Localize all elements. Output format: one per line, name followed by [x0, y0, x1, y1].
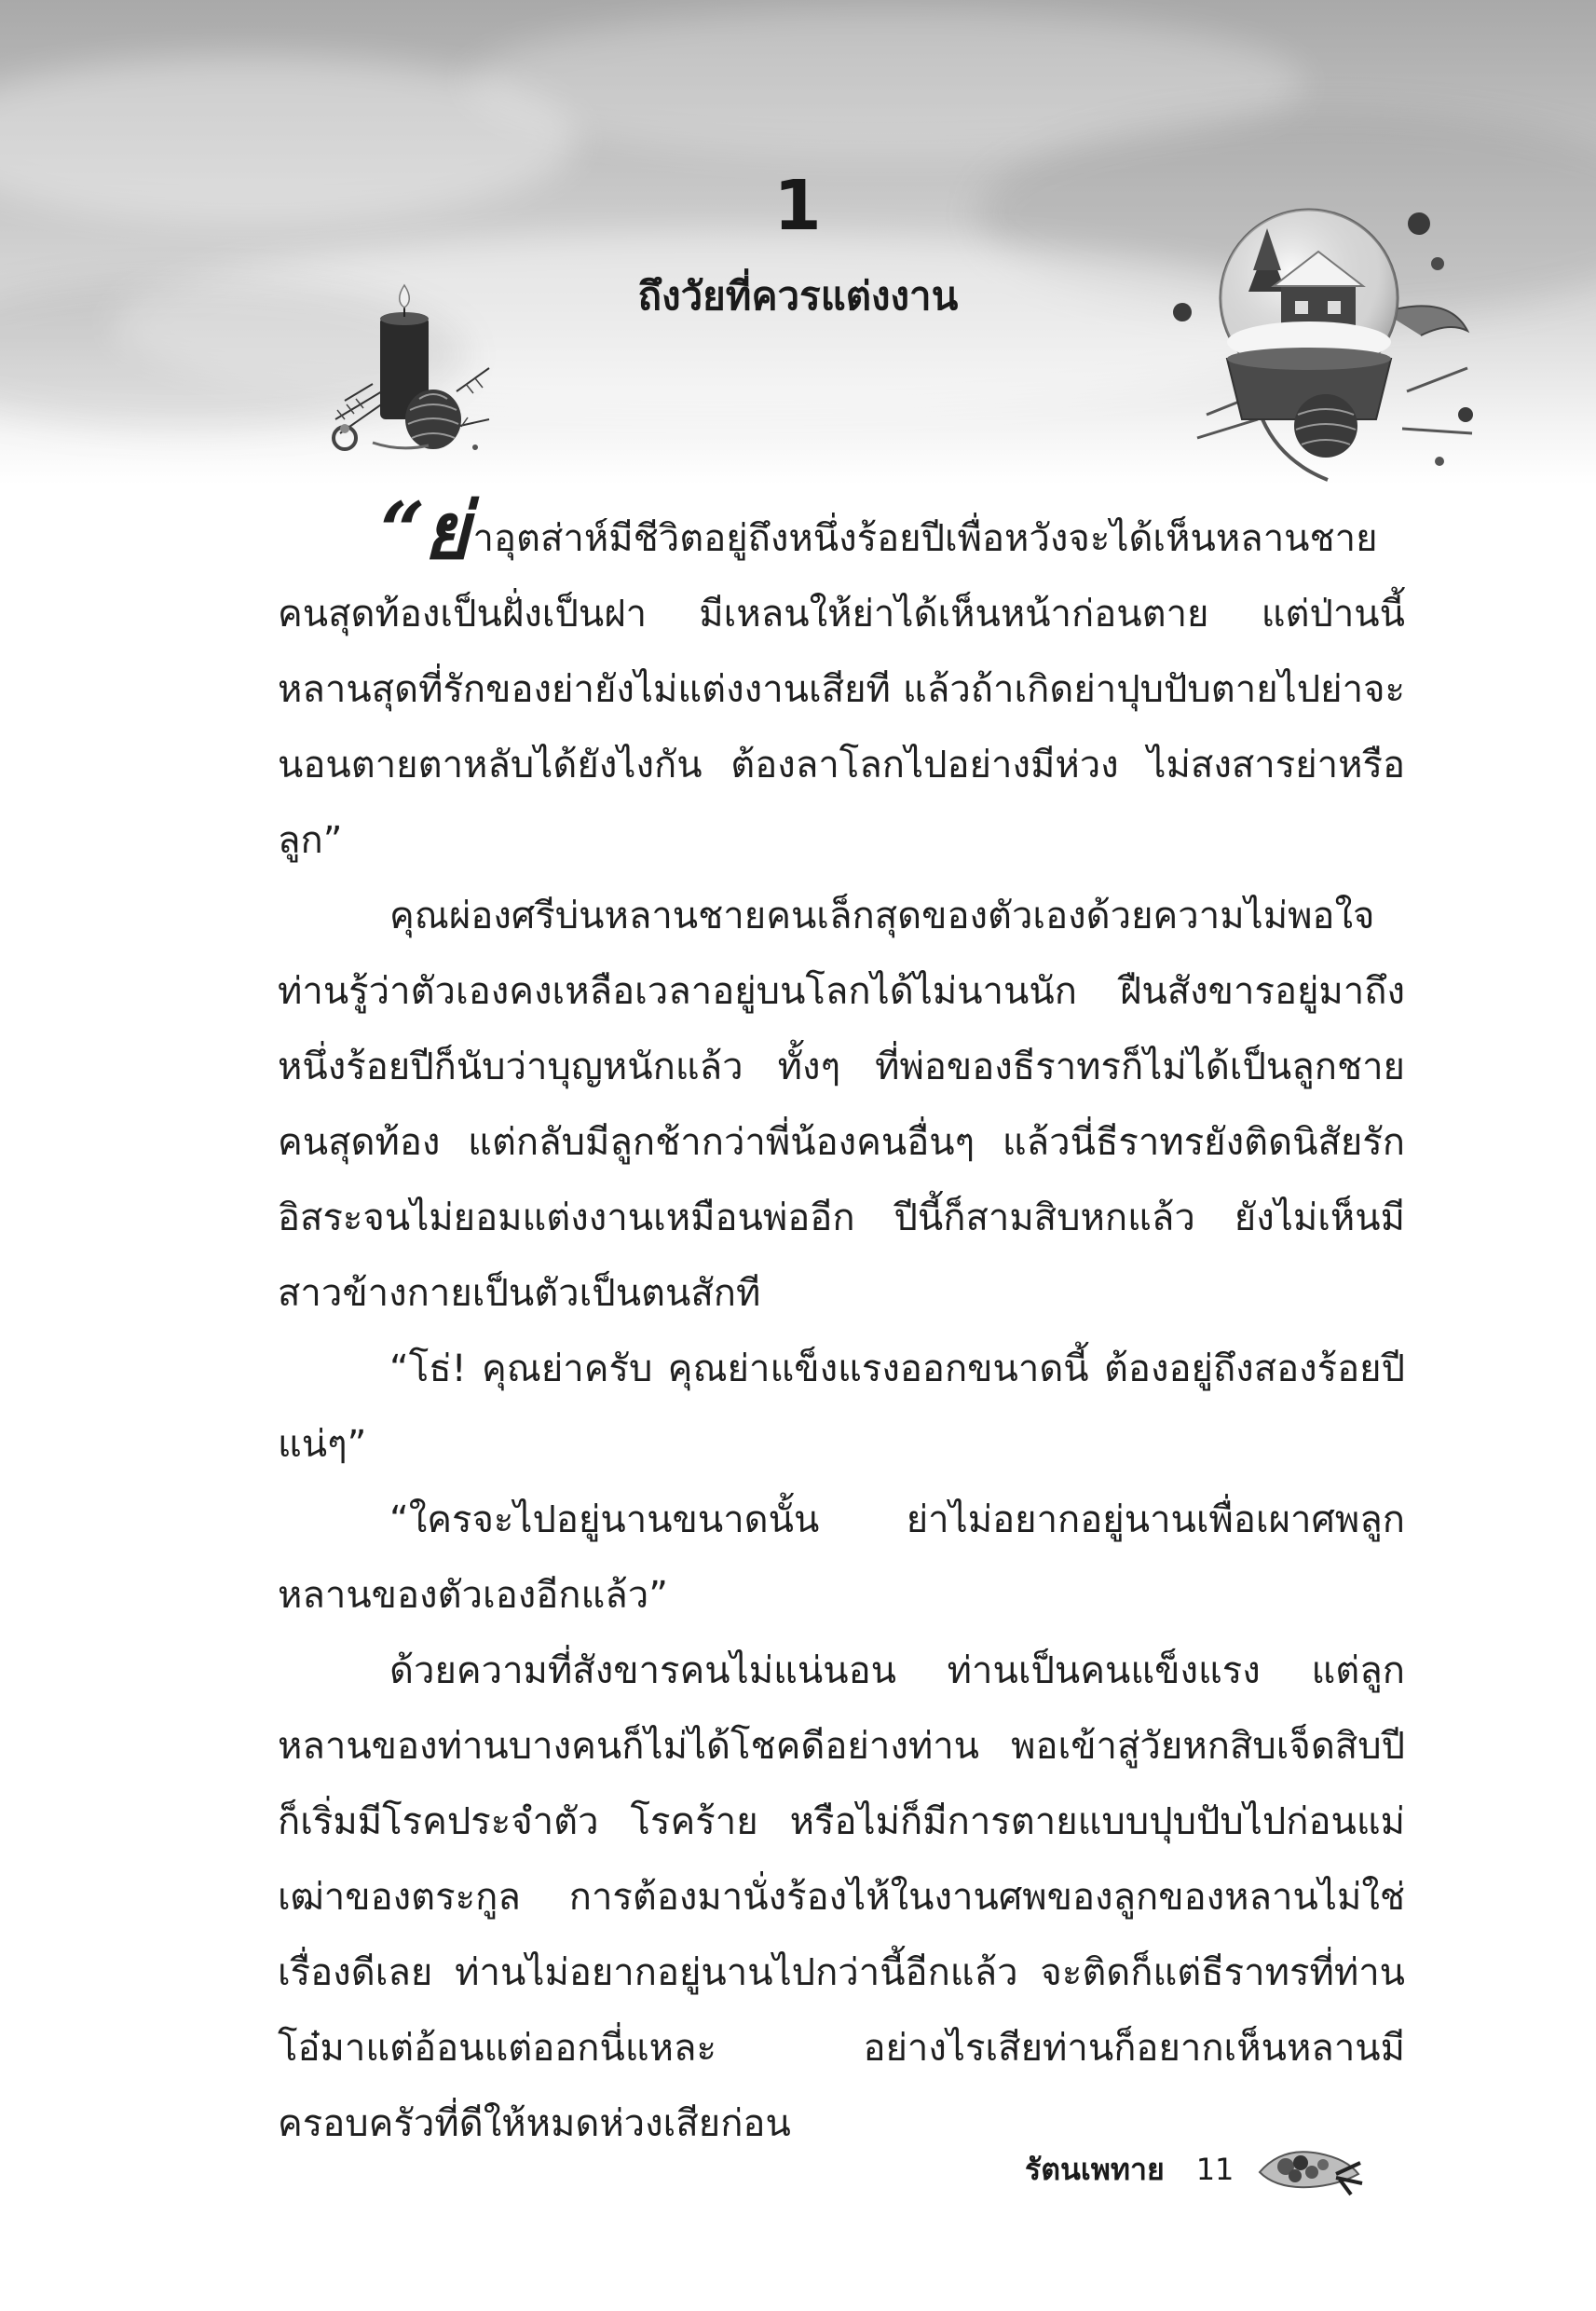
paragraph-2: คุณผ่องศรีบ่นหลานชายคนเล็กสุดของตัวเองด้วยความไม่พอใจ ท่านรู้ว่าตัวเองคงเหลือเวลาอยู่บนโลกได้ไม่นานนัก ฝืนสังขารอยู่มาถึงหนึ่งร้อยปีก็นับว่าบุญหนักแล้ว ทั้งๆ ที่พ่อของธีราทรก็ไม่ได้เป็นลูกชายคนสุดท้อง แต่กลับมีลูกช้ากว่าพี่น้องคนอื่นๆ แล้วนี่ธีราทรยังติดนิสัยรักอิสระจนไม่ยอมแต่งงานเหมือนพ่ออีก ปีนี้ก็สามสิบหกแล้ว ยังไม่เห็นมีสาวข้างกายเป็นตัวเป็นตนสักที: [278, 895, 1405, 1315]
page-number: 11: [1195, 2152, 1235, 2187]
chapter-title: ถึงวัยที่ควรแต่งงาน: [637, 273, 959, 319]
paragraph-1-text: าอุตส่าห์มีชีวิตอยู่ถึงหนึ่งร้อยปีเพื่อหวังจะได้เห็นหลานชายคนสุดท้องเป็นฝั่งเป็นฝา มีเหลนให้ย่าได้เห็นหน้าก่อนตาย แต่ป่านนี้หลานสุดที่รักของย่ายังไม่แต่งงานเสียที แล้วถ้าเกิดย่าปุบปับตายไปย่าจะนอนตายตาหลับได้ยังไงกัน ต้องลาโลกไปอย่างมีห่วง ไม่สงสารย่าหรือลูก”: [278, 517, 1405, 862]
chapter-number: 1: [773, 166, 823, 246]
flower-bouquet-icon: [1254, 2137, 1366, 2202]
footer-author: รัตนเพทาย: [1025, 2151, 1165, 2187]
paragraph-1: [278, 485, 1405, 879]
chapter-body: [278, 485, 1405, 2162]
paragraph-5: ด้วยความที่สังขารคนไม่แน่นอน ท่านเป็นคนแข็งแรง แต่ลูกหลานของท่านบางคนก็ไม่ได้โชคดีอย่างท่าน พอเข้าสู่วัยหกสิบเจ็ดสิบปีก็เริ่มมีโรคประจำตัว โรคร้าย หรือไม่ก็มีการตายแบบปุบปับไปก่อนแม่เฒ่าของตระกูล การต้องมานั่งร้องไห้ในงานศพของลูกของหลานไม่ใช่เรื่องดีเลย ท่านไม่อยากอยู่นานไปกว่านี้อีกแล้ว จะติดก็แต่ธีราทรที่ท่านโอ๋มาแต่อ้อนแต่ออกนี่แหละ อย่างไรเสียท่านก็อยากเห็นหลานมีครอบครัวที่ดีให้หมดห่วงเสียก่อน: [278, 1649, 1405, 2145]
drop-cap: “ย่: [380, 485, 468, 577]
paragraph-4: “ใครจะไปอยู่นานขนาดนั้น ย่าไม่อยากอยู่นานเพื่อเผาศพลูกหลานของตัวเองอีกแล้ว”: [278, 1498, 1405, 1617]
paragraph-3: “โธ่! คุณย่าครับ คุณย่าแข็งแรงออกขนาดนี้ ต้องอยู่ถึงสองร้อยปีแน่ๆ”: [278, 1347, 1405, 1466]
page-footer: [1025, 2132, 1547, 2207]
